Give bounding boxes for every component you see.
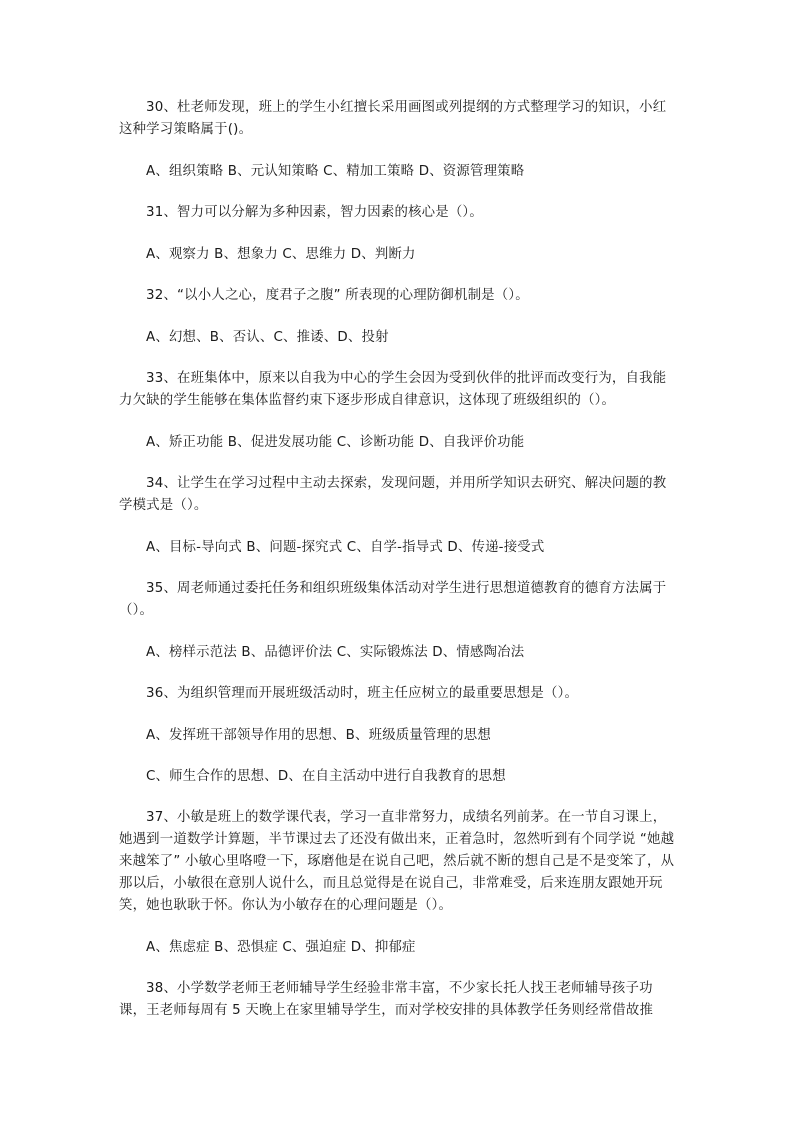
question-35: 35、周老师通过委托任务和组织班级集体活动对学生进行思想道德教育的德育方法属于（）。 (119, 581, 667, 618)
options-34: A、目标-导向式 B、问题-探究式 C、自学-指导式 D、传递-接受式 (146, 540, 545, 555)
question-33: 33、在班集体中，原来以自我为中心的学生会因为受到伙伴的批评而改变行为，自我能力欠缺的学生能够在集体监督约束下逐步形成自律意识，这体现了班级组织的（）。 (119, 371, 667, 408)
options-36-cd: C、师生合作的思想、D、在自主活动中进行自我教育的思想 (146, 769, 506, 784)
options-31: A、观察力 B、想象力 C、思维力 D、判断力 (146, 247, 416, 262)
options-33: A、矫正功能 B、促进发展功能 C、诊断功能 D、自我评价功能 (146, 435, 525, 450)
question-37: 37、小敏是班上的数学课代表，学习一直非常努力，成绩名列前茅。在一节自习课上，她遇到一道数学计算题，半节课过去了还没有做出来，正着急时，忽然听到有个同学说 “她越来越笨了” 小敏心里咯噔一下，琢磨他是在说自己吧，然后就不断的想自己是不是变笨了，从那以后，小敏很在意别人说什么，而且总觉得是在说自己，非常难受，后来连朋友跟她开玩笑，她也耿耿于怀。你认为小敏存在的心理问题是（）。 (119, 810, 675, 913)
question-38: 38、小学数学老师王老师辅导学生经验非常丰富，不少家长托人找王老师辅导孩子功课，王老师每周有 5 天晚上在家里辅导学生，而对学校安排的具体教学任务则经常借故推 (119, 981, 654, 1018)
options-37: A、焦虑症 B、恐惧症 C、强迫症 D、抑郁症 (146, 940, 416, 955)
question-36: 36、为组织管理而开展班级活动时，班主任应树立的最重要思想是（）。 (146, 686, 579, 701)
question-34: 34、让学生在学习过程中主动去探索，发现问题，并用所学知识去研究、解决问题的教学模式是（）。 (119, 476, 667, 513)
options-30: A、组织策略 B、元认知策略 C、精加工策略 D、资源管理策略 (146, 164, 525, 179)
document-content (119, 97, 679, 1042)
question-32: 32、“以小人之心，度君子之腹” 所表现的心理防御机制是（）。 (146, 288, 529, 303)
question-30: 30、杜老师发现，班上的学生小红擅长采用画图或列提纲的方式整理学习的知识，小红这种学习策略属于()。 (119, 100, 667, 137)
options-35: A、榜样示范法 B、品德评价法 C、实际锻炼法 D、情感陶冶法 (146, 645, 525, 660)
options-36-ab: A、发挥班干部领导作用的思想、B、班级质量管理的思想 (146, 728, 491, 743)
question-31: 31、智力可以分解为多种因素，智力因素的核心是（）。 (146, 205, 483, 220)
options-32: A、幻想、B、否认、C、推诿、D、投射 (146, 330, 389, 345)
